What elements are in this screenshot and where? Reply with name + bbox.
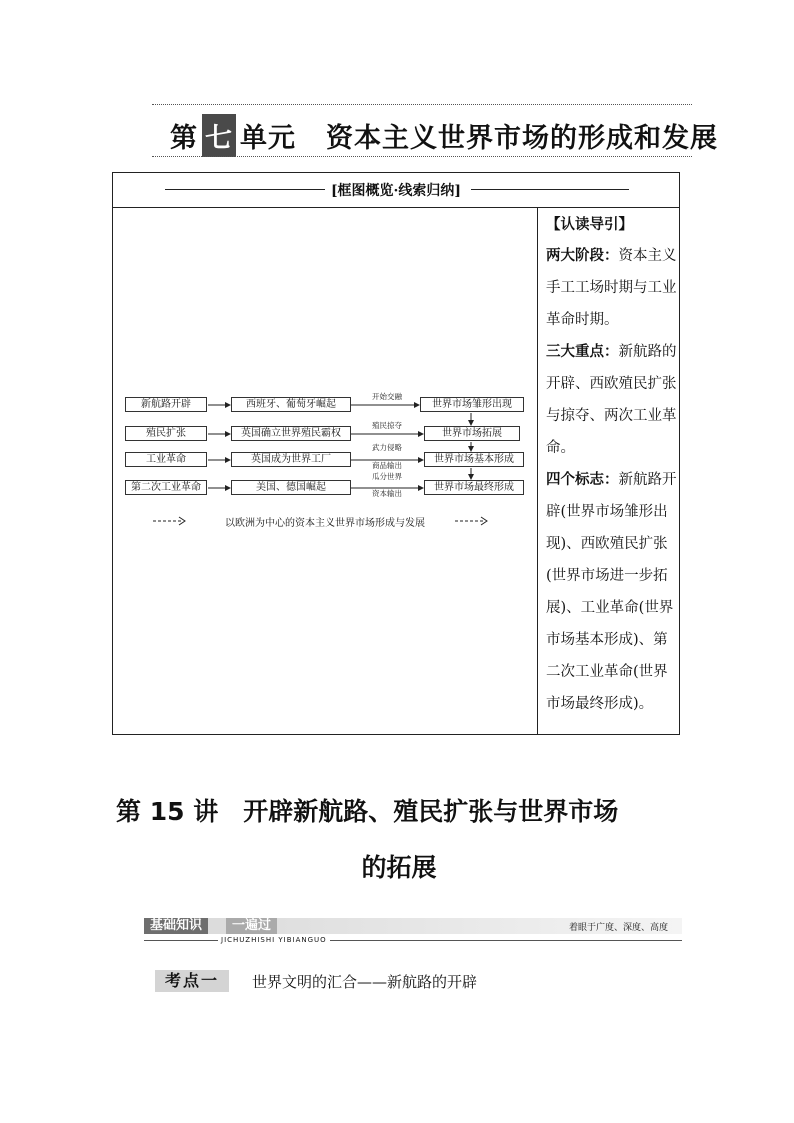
flow-diagram — [113, 207, 537, 734]
flow-left-1: 新航路开辟 — [125, 397, 207, 412]
knowledge-tag: 基础知识 — [144, 918, 208, 934]
arrow-label-3a: 武力侵略 — [372, 443, 402, 452]
header-dotted-line-bottom — [152, 156, 692, 157]
flow-right-4: 世界市场最终形成 — [424, 480, 524, 495]
unit-prefix: 第 — [170, 123, 198, 154]
knowledge-motto: 着眼于广度、深度、高度 — [568, 923, 668, 933]
unit-title — [170, 114, 718, 156]
kaodian-label: 考点一 — [155, 970, 229, 992]
unit-subject: 资本主义世界市场的形成和发展 — [326, 123, 718, 154]
lecture-title — [116, 784, 696, 896]
guide-text-1: 资本主义手工工场时期与工业革命时期。 — [546, 248, 677, 328]
flow-right-3: 世界市场基本形成 — [424, 452, 524, 467]
guide-text-3: 新航路开辟(世界市场雏形出现)、西欧殖民扩张(世界市场进一步拓展)、工业革命(世界市场基本形成)、第二次工业革命(世界市场最终形成)。 — [546, 472, 677, 712]
arrow-label-1: 开始交融 — [372, 392, 402, 401]
unit-number: 七 — [202, 114, 236, 157]
flow-right-1: 世界市场雏形出现 — [420, 397, 524, 412]
arrow-label-4b: 资本输出 — [372, 489, 402, 498]
guide-paragraph-3 — [546, 464, 678, 720]
knowledge-pinyin: JICHUZHISHI YIBIANGUO — [218, 936, 330, 944]
header-dotted-line-top — [152, 104, 692, 105]
flow-left-3: 工业革命 — [125, 452, 207, 467]
flow-middle-2: 英国确立世界殖民霸权 — [231, 426, 351, 441]
knowledge-tag-secondary: 一遍过 — [226, 918, 277, 934]
lecture-title-line2: 的拓展 — [361, 853, 437, 882]
arrow-label-3b: 商品输出 — [372, 461, 402, 470]
basic-knowledge-bar — [144, 918, 682, 946]
guide-heading: 【认读导引】 — [546, 216, 633, 233]
unit-suffix: 单元 — [240, 123, 296, 154]
flow-caption: 以欧洲为中心的资本主义世界市场形成与发展 — [225, 518, 425, 529]
guide-label-2: 三大重点： — [546, 343, 619, 360]
overview-table-header — [113, 173, 679, 208]
flow-middle-3: 英国成为世界工厂 — [231, 452, 351, 467]
guide-paragraph-2 — [546, 336, 678, 464]
guide-text-2: 新航路的开辟、西欧殖民扩张与掠夺、两次工业革命。 — [546, 344, 677, 456]
table-column-divider — [537, 207, 538, 734]
flow-middle-1: 西班牙、葡萄牙崛起 — [231, 397, 351, 412]
flow-left-4: 第二次工业革命 — [125, 480, 207, 495]
flow-middle-4: 美国、德国崛起 — [231, 480, 351, 495]
overview-table — [112, 172, 680, 735]
guide-label-1: 两大阶段： — [546, 247, 619, 264]
kaodian-title: 世界文明的汇合——新航路的开辟 — [252, 973, 478, 991]
flow-right-2: 世界市场拓展 — [424, 426, 520, 441]
arrow-label-2: 殖民掠夺 — [372, 421, 402, 430]
flow-left-2: 殖民扩张 — [125, 426, 207, 441]
reading-guide — [546, 209, 678, 720]
guide-label-3: 四个标志： — [546, 471, 619, 488]
lecture-title-line1: 第 15 讲 开辟新航路、殖民扩张与世界市场 — [116, 797, 619, 826]
arrow-label-4a: 瓜分世界 — [372, 472, 402, 481]
header-rule-right — [471, 189, 629, 190]
guide-paragraph-1 — [546, 240, 678, 336]
overview-heading: [框图概览·线索归纳] — [330, 183, 462, 199]
flow-arrows — [113, 207, 537, 734]
